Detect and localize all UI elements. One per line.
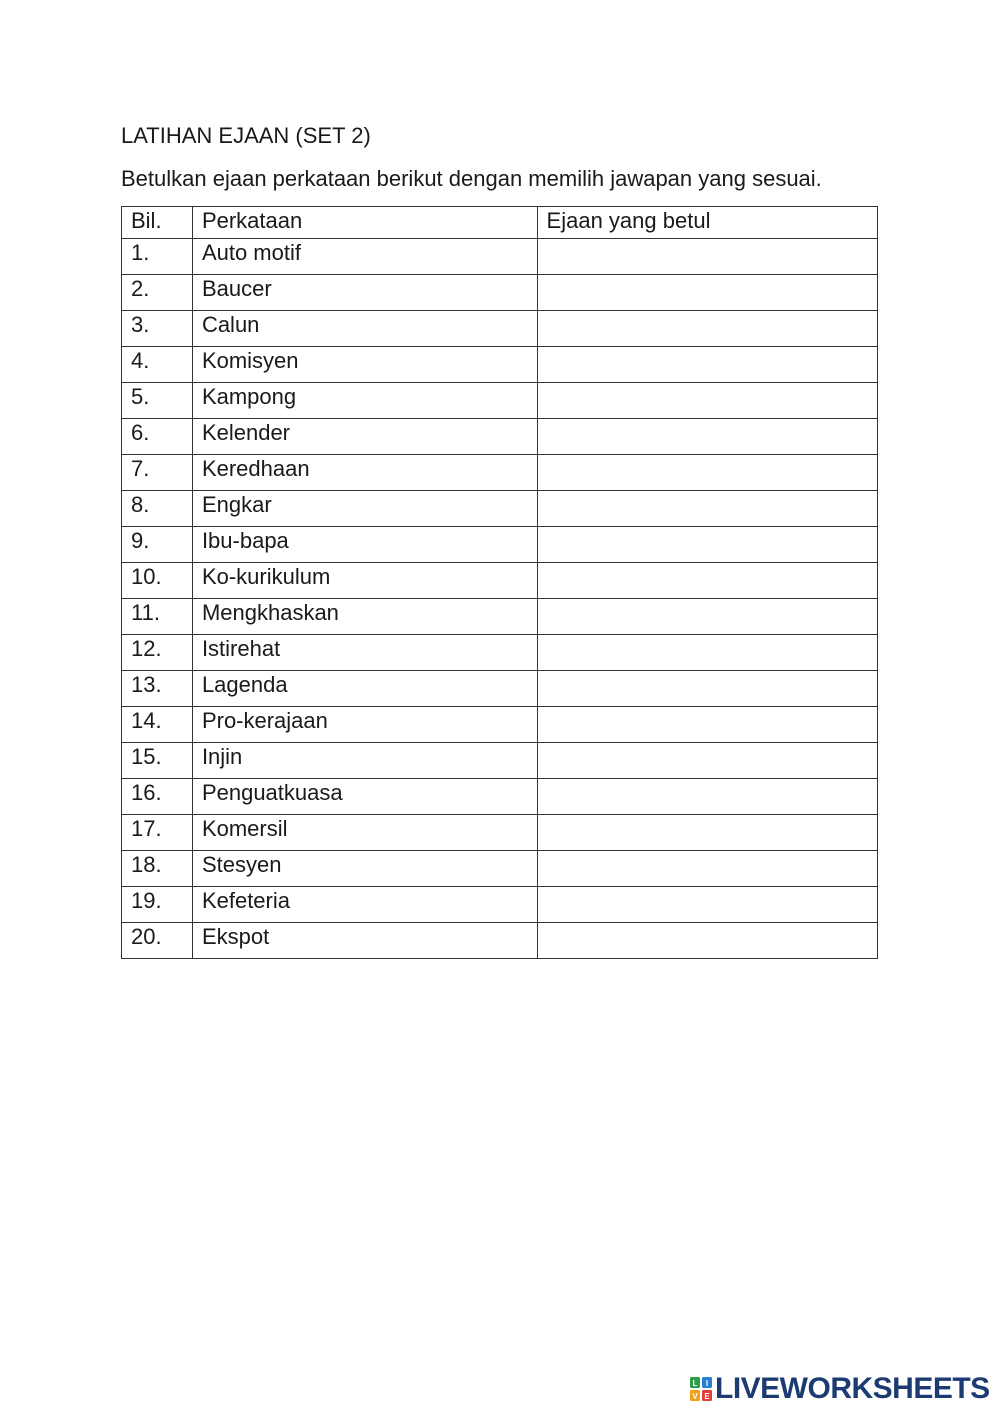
answer-cell xyxy=(537,743,877,779)
row-word: Kefeteria xyxy=(192,887,537,923)
row-word: Istirehat xyxy=(192,635,537,671)
table-row xyxy=(122,635,878,671)
answer-cell xyxy=(537,923,877,959)
row-number: 13. xyxy=(122,671,193,707)
table-body xyxy=(122,239,878,959)
answer-input[interactable] xyxy=(538,419,877,454)
answer-input[interactable] xyxy=(538,851,877,886)
row-number: 17. xyxy=(122,815,193,851)
row-number: 9. xyxy=(122,527,193,563)
table-row xyxy=(122,419,878,455)
row-word: Ko-kurikulum xyxy=(192,563,537,599)
answer-input[interactable] xyxy=(538,923,877,958)
table-row xyxy=(122,815,878,851)
logo-text: LIVEWORKSHEETS xyxy=(715,1372,990,1405)
answer-cell xyxy=(537,491,877,527)
spelling-table xyxy=(121,206,878,959)
row-word: Kampong xyxy=(192,383,537,419)
row-number: 16. xyxy=(122,779,193,815)
answer-input[interactable] xyxy=(538,311,877,346)
row-word: Pro-kerajaan xyxy=(192,707,537,743)
answer-input[interactable] xyxy=(538,527,877,562)
table-row xyxy=(122,923,878,959)
answer-cell xyxy=(537,527,877,563)
row-word: Lagenda xyxy=(192,671,537,707)
row-word: Ekspot xyxy=(192,923,537,959)
table-row xyxy=(122,347,878,383)
row-word: Komisyen xyxy=(192,347,537,383)
answer-cell xyxy=(537,887,877,923)
answer-input[interactable] xyxy=(538,383,877,418)
row-word: Baucer xyxy=(192,275,537,311)
table-row xyxy=(122,239,878,275)
row-word: Injin xyxy=(192,743,537,779)
header-word: Perkataan xyxy=(192,207,537,239)
worksheet-instruction: Betulkan ejaan perkataan berikut dengan memilih jawapan yang sesuai. xyxy=(121,166,822,191)
answer-cell xyxy=(537,779,877,815)
answer-input[interactable] xyxy=(538,347,877,382)
table-row xyxy=(122,743,878,779)
row-word: Auto motif xyxy=(192,239,537,275)
answer-cell xyxy=(537,455,877,491)
answer-cell xyxy=(537,239,877,275)
svg-text:I: I xyxy=(705,1379,709,1388)
answer-cell xyxy=(537,311,877,347)
row-number: 20. xyxy=(122,923,193,959)
row-number: 2. xyxy=(122,275,193,311)
table-header-row xyxy=(122,207,878,239)
answer-input[interactable] xyxy=(538,563,877,598)
answer-cell xyxy=(537,347,877,383)
row-number: 11. xyxy=(122,599,193,635)
row-number: 1. xyxy=(122,239,193,275)
table-row xyxy=(122,311,878,347)
table-row xyxy=(122,527,878,563)
row-word: Keredhaan xyxy=(192,455,537,491)
svg-text:L: L xyxy=(692,1379,698,1388)
table-row xyxy=(122,491,878,527)
svg-text:V: V xyxy=(692,1392,698,1401)
answer-cell xyxy=(537,815,877,851)
svg-text:E: E xyxy=(704,1392,710,1401)
row-word: Mengkhaskan xyxy=(192,599,537,635)
answer-input[interactable] xyxy=(538,599,877,634)
row-number: 5. xyxy=(122,383,193,419)
row-number: 6. xyxy=(122,419,193,455)
answer-cell xyxy=(537,671,877,707)
row-number: 18. xyxy=(122,851,193,887)
row-number: 12. xyxy=(122,635,193,671)
row-number: 15. xyxy=(122,743,193,779)
row-number: 10. xyxy=(122,563,193,599)
row-number: 4. xyxy=(122,347,193,383)
answer-input[interactable] xyxy=(538,779,877,814)
answer-cell xyxy=(537,419,877,455)
answer-input[interactable] xyxy=(538,707,877,742)
answer-input[interactable] xyxy=(538,455,877,490)
row-number: 19. xyxy=(122,887,193,923)
row-number: 7. xyxy=(122,455,193,491)
answer-cell xyxy=(537,599,877,635)
answer-cell xyxy=(537,851,877,887)
answer-cell xyxy=(537,635,877,671)
answer-input[interactable] xyxy=(538,671,877,706)
header-number: Bil. xyxy=(122,207,193,239)
row-word: Kelender xyxy=(192,419,537,455)
row-word: Calun xyxy=(192,311,537,347)
table-row xyxy=(122,887,878,923)
table-row xyxy=(122,851,878,887)
answer-cell xyxy=(537,383,877,419)
answer-input[interactable] xyxy=(538,491,877,526)
answer-cell xyxy=(537,563,877,599)
row-number: 3. xyxy=(122,311,193,347)
answer-input[interactable] xyxy=(538,887,877,922)
table-row xyxy=(122,563,878,599)
answer-input[interactable] xyxy=(538,275,877,310)
table-row xyxy=(122,383,878,419)
row-word: Komersil xyxy=(192,815,537,851)
header-answer: Ejaan yang betul xyxy=(537,207,877,239)
answer-input[interactable] xyxy=(538,815,877,850)
answer-input[interactable] xyxy=(538,239,877,274)
table-row xyxy=(122,455,878,491)
row-word: Stesyen xyxy=(192,851,537,887)
answer-cell xyxy=(537,707,877,743)
answer-input[interactable] xyxy=(538,743,877,778)
row-word: Ibu-bapa xyxy=(192,527,537,563)
row-word: Penguatkuasa xyxy=(192,779,537,815)
row-word: Engkar xyxy=(192,491,537,527)
table-row xyxy=(122,707,878,743)
row-number: 8. xyxy=(122,491,193,527)
row-number: 14. xyxy=(122,707,193,743)
answer-input[interactable] xyxy=(538,635,877,670)
table-row xyxy=(122,779,878,815)
table-row xyxy=(122,275,878,311)
liveworksheets-logo xyxy=(690,1373,990,1405)
answer-cell xyxy=(537,275,877,311)
liveworksheets-logo-icon xyxy=(690,1377,712,1401)
worksheet-title: LATIHAN EJAAN (SET 2) xyxy=(121,123,371,148)
table-row xyxy=(122,599,878,635)
table-row xyxy=(122,671,878,707)
